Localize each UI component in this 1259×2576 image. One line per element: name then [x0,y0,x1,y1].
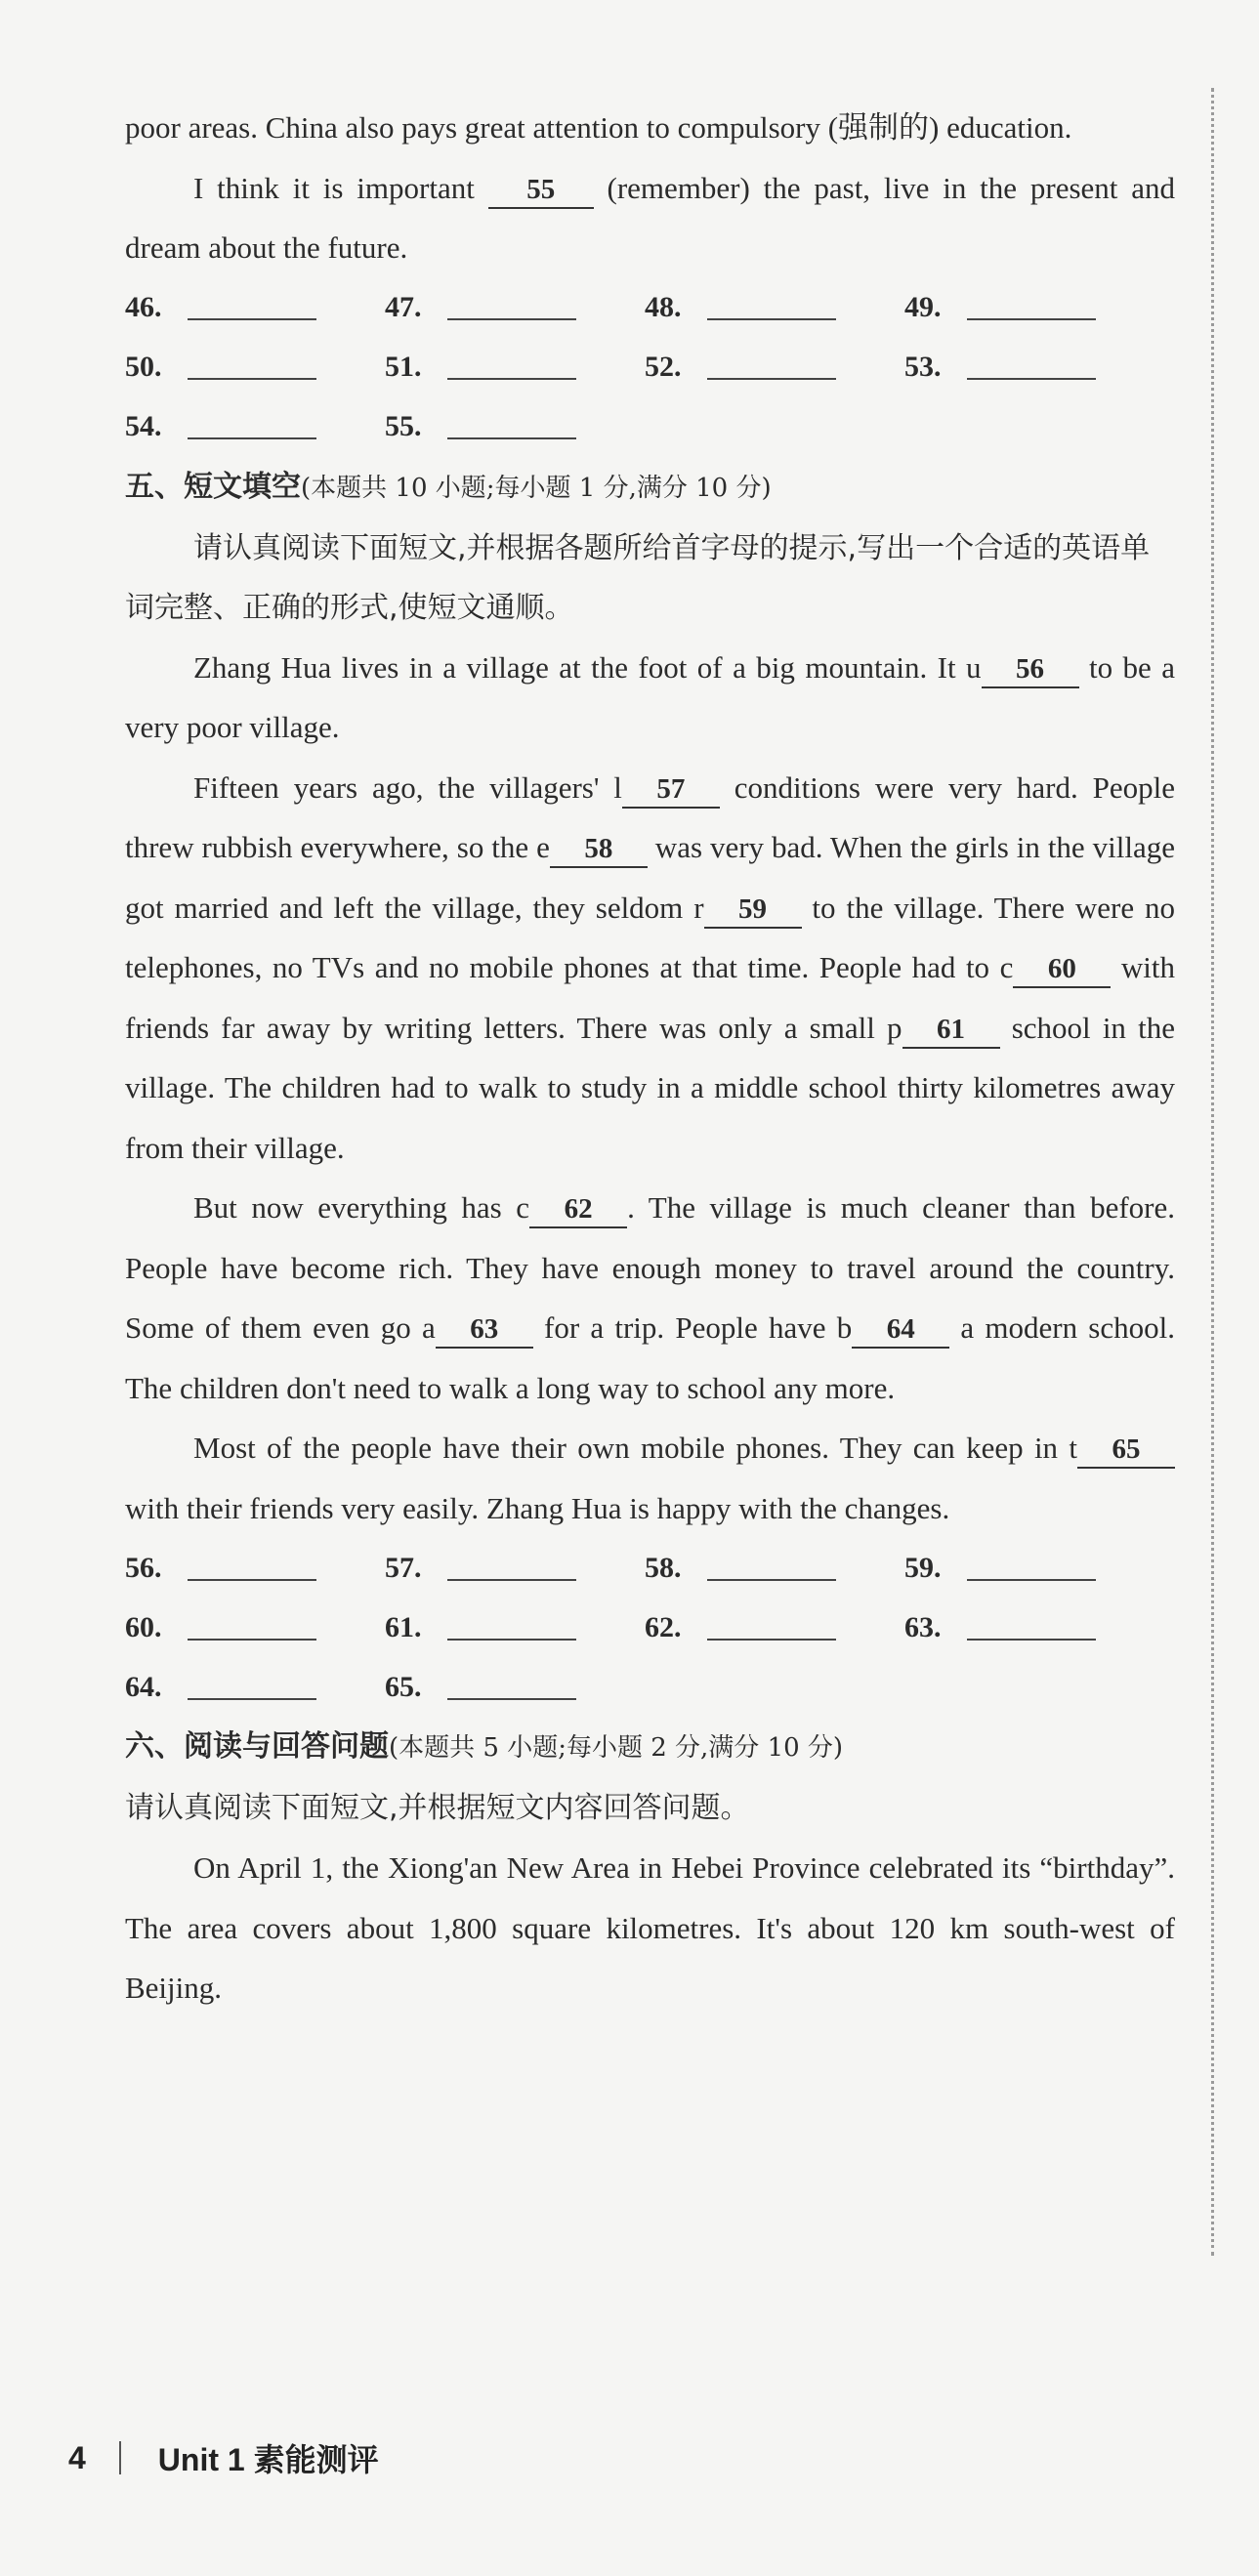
answer-cell[interactable] [904,1611,1164,1644]
text: Fifteen years ago, the villagers' l [193,769,622,805]
answer-number: 56. [125,1551,162,1584]
answer-cell[interactable] [385,291,645,324]
answer-line[interactable] [447,354,576,380]
answer-cell[interactable] [645,291,904,324]
answer-number: 64. [125,1670,162,1703]
answer-number: 47. [385,291,422,323]
text: school in the village. The children had to walk to study in a middle school thirty kilometres away from their village. [125,1010,1175,1165]
answer-row [125,278,1175,338]
answer-row [125,1598,1175,1657]
answer-cell[interactable] [125,291,385,324]
answer-number: 63. [904,1610,942,1643]
answer-line[interactable] [967,1615,1096,1641]
section-subtitle: (本题共 5 小题;每小题 2 分,满分 10 分) [389,1733,844,1763]
answer-number: 58. [645,1551,682,1584]
blank-55: 55 [488,173,594,209]
answer-line[interactable] [447,414,576,439]
answer-cell[interactable] [125,1671,385,1704]
answer-cell[interactable] [645,1552,904,1585]
answer-grid-46-55 [125,278,1175,457]
blank-57: 57 [622,772,720,809]
answer-row [125,338,1175,397]
answer-row [125,397,1175,457]
content [125,98,1175,2018]
story-paragraph-4 [125,1418,1175,1538]
text: to the village. There were no telephones, no TVs and no mobile phones at that time. People had to c [125,890,1175,984]
answer-number: 51. [385,351,422,383]
answer-grid-56-65 [125,1538,1175,1717]
answer-cell[interactable] [125,1552,385,1585]
answer-line[interactable] [707,1556,836,1581]
answer-number: 50. [125,351,162,383]
section-title: 五、短文填空 [125,469,301,504]
text: Zhang Hua lives in a village at the foot of a big mountain. It u [193,649,982,685]
text: to be a very poor village. [125,649,1175,744]
answer-cell[interactable] [385,1671,645,1704]
section5-heading [125,457,1175,519]
dotted-margin-line [1211,88,1214,2256]
story-paragraph-1 [125,638,1175,758]
answer-cell[interactable] [904,291,1164,324]
answer-line[interactable] [967,354,1096,380]
answer-cell[interactable] [125,351,385,384]
answer-number: 55. [385,410,422,442]
answer-number: 60. [125,1610,162,1643]
answer-line[interactable] [188,295,316,320]
answer-line[interactable] [447,1675,576,1700]
answer-number: 49. [904,291,942,323]
text: a modern school. The children don't need to walk a long way to school any more. [125,1310,1175,1405]
answer-cell[interactable] [904,1552,1164,1585]
answer-line[interactable] [447,1615,576,1641]
blank-64: 64 [852,1312,949,1349]
answer-cell[interactable] [385,1611,645,1644]
story-paragraph-3 [125,1178,1175,1418]
section5-instruction: 请认真阅读下面短文,并根据各题所给首字母的提示,写出一个合适的英语单词完整、正确的形式,使短文通顺。 [125,530,1151,625]
answer-line[interactable] [188,414,316,439]
text: with friends far away by writing letters. There was only a small p [125,950,1175,1045]
section-title: 六、阅读与回答问题 [125,1729,389,1764]
section6-heading [125,1717,1175,1778]
text: conditions were very hard. People threw rubbish everywhere, so the e [125,769,1175,864]
text: . The village is much cleaner than before. People have become rich. They have enough money to travel around the country. Some of them even go a [125,1190,1176,1345]
answer-number: 59. [904,1551,942,1584]
text: But now everything has c [193,1190,530,1225]
blank-58: 58 [550,832,648,868]
answer-number: 57. [385,1551,422,1584]
answer-number: 54. [125,410,162,442]
answer-line[interactable] [707,295,836,320]
answer-cell[interactable] [125,410,385,443]
unit-label: Unit 1 素能测评 [157,2442,379,2477]
text: (remember) the past, live in the present and dream about the future. [125,170,1175,265]
section-subtitle: (本题共 10 小题;每小题 1 分,满分 10 分) [301,473,772,503]
answer-line[interactable] [447,1556,576,1581]
blank-62: 62 [529,1192,627,1228]
answer-line[interactable] [967,1556,1096,1581]
text: Most of the people have their own mobile phones. They can keep in t [193,1431,1077,1465]
answer-number: 62. [645,1610,682,1643]
answer-line[interactable] [967,295,1096,320]
answer-cell[interactable] [385,351,645,384]
answer-line[interactable] [707,354,836,380]
page-footer [68,2433,379,2482]
answer-cell[interactable] [904,351,1164,384]
paragraph-remember [125,158,1175,278]
answer-number: 46. [125,291,162,323]
answer-cell[interactable] [385,1552,645,1585]
page-number: 4 [68,2439,86,2475]
blank-61: 61 [902,1013,1000,1049]
paragraph-compulsory: poor areas. China also pays great attention to compulsory (强制的) education. [125,110,1072,145]
answer-row [125,1657,1175,1717]
blank-59: 59 [704,893,802,929]
xiongan-paragraph: On April 1, the Xiong'an New Area in Hebei Province celebrated its “birthday”. The area covers about 1,800 square kilometres. It's about 120 km south-west of Beijing. [125,1850,1175,2005]
answer-number: 52. [645,351,682,383]
blank-56: 56 [982,652,1079,688]
text: for a trip. People have b [532,1310,853,1345]
answer-line[interactable] [447,295,576,320]
answer-cell[interactable] [645,1611,904,1644]
answer-number: 65. [385,1670,422,1703]
footer-divider [119,2441,121,2474]
answer-cell[interactable] [645,351,904,384]
answer-line[interactable] [188,354,316,380]
blank-65: 65 [1077,1433,1175,1469]
section6-instruction: 请认真阅读下面短文,并根据短文内容回答问题。 [125,1791,750,1825]
blank-63: 63 [436,1312,533,1349]
answer-cell[interactable] [125,1611,385,1644]
answer-number: 48. [645,291,682,323]
story-paragraph-2 [125,758,1175,1179]
answer-line[interactable] [188,1556,316,1581]
text: was very bad. When the girls in the village got married and left the village, they seldom r [125,830,1175,925]
text: with their friends very easily. Zhang Hua is happy with the changes. [125,1490,950,1525]
answer-row [125,1538,1175,1598]
answer-line[interactable] [188,1615,316,1641]
blank-60: 60 [1013,952,1111,988]
answer-line[interactable] [707,1615,836,1641]
answer-number: 61. [385,1610,422,1643]
answer-line[interactable] [188,1675,316,1700]
answer-number: 53. [904,351,942,383]
answer-cell[interactable] [385,410,645,443]
text: I think it is important [193,170,488,205]
